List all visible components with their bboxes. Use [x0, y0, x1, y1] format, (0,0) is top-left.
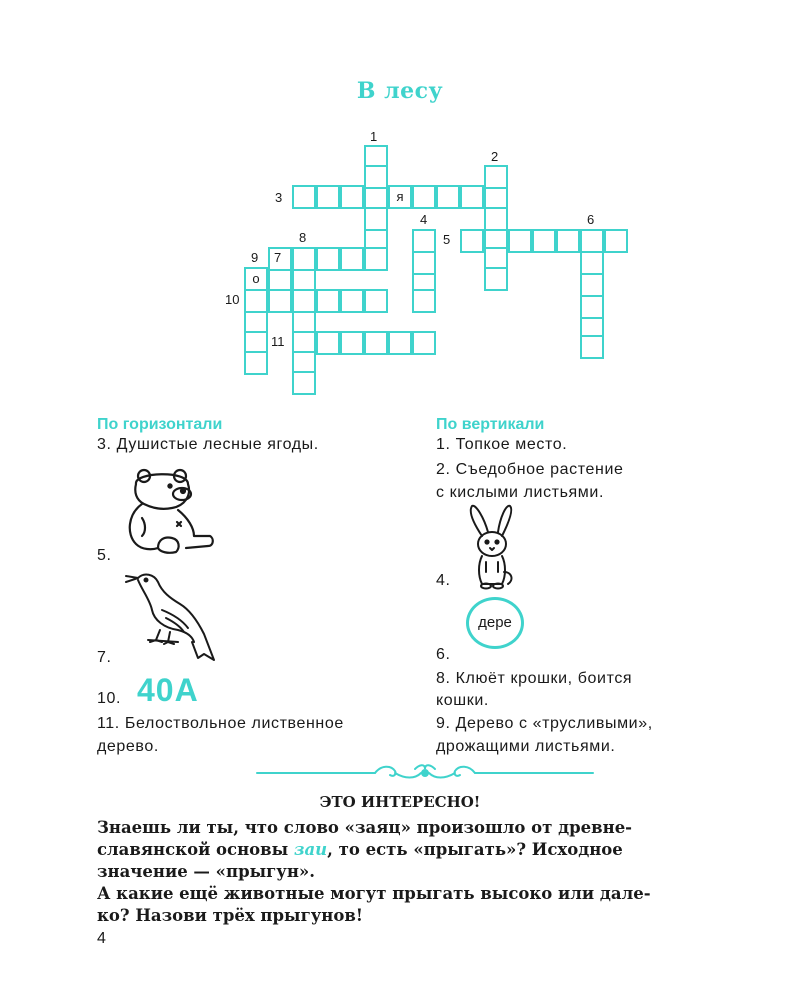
clue-number: 6 — [587, 212, 595, 227]
hare-icon — [464, 502, 524, 590]
crossword-grid — [0, 0, 800, 420]
crossword-cell[interactable] — [340, 289, 364, 313]
clue-number: 4 — [420, 212, 428, 227]
crossword-cell[interactable] — [412, 289, 436, 313]
clue-8-line2: кошки. — [436, 692, 489, 709]
clue-7: 7. — [97, 649, 112, 666]
crossword-cell[interactable] — [580, 295, 604, 319]
clue-number: 1 — [370, 129, 378, 144]
crossword-cell[interactable] — [292, 247, 316, 271]
interesting-line-4: А какие ещё животные могут прыгать высоко или дале- — [97, 884, 651, 903]
page-title: В лесу — [356, 78, 444, 104]
crossword-cell[interactable] — [316, 289, 340, 313]
clue-1: 1. Топкое место. — [436, 436, 568, 453]
crossword-cell[interactable] — [244, 289, 268, 313]
clue-11-line1: 11. Белоствольное лиственное — [97, 715, 344, 732]
crossword-cell[interactable] — [316, 331, 340, 355]
clue-number: 7 — [274, 250, 282, 265]
clue-2-line1: 2. Съедобное растение — [436, 461, 624, 478]
clue-9-line2: дрожащими листьями. — [436, 738, 616, 755]
crossword-cell[interactable] — [292, 289, 316, 313]
crossword-cell[interactable] — [484, 267, 508, 291]
crossword-cell[interactable] — [580, 335, 604, 359]
crossword-cell-given[interactable]: я — [388, 185, 412, 209]
interesting-line-2-pre: славянской основы — [97, 840, 294, 859]
clue-8-line1: 8. Клюёт крошки, боится — [436, 670, 633, 687]
crossword-cell[interactable] — [532, 229, 556, 253]
crossword-cell[interactable] — [436, 185, 460, 209]
clue-number: 11 — [271, 334, 285, 349]
crossword-cell[interactable] — [364, 289, 388, 313]
interesting-line-2 — [97, 839, 757, 861]
crossword-cell[interactable] — [484, 207, 508, 231]
crossword-cell[interactable] — [316, 247, 340, 271]
clue-5: 5. — [97, 547, 112, 564]
crossword-cell[interactable] — [412, 229, 436, 253]
crossword-cell[interactable] — [364, 247, 388, 271]
crossword-cell[interactable] — [340, 331, 364, 355]
crossword-cell-given[interactable]: о — [244, 267, 268, 291]
egg-shape — [466, 597, 524, 649]
clue-11-line2: дерево. — [97, 738, 159, 755]
clue-10-puzzle: 40А — [137, 672, 199, 708]
clue-number: 5 — [443, 232, 451, 247]
clue-3: 3. Душистые лесные ягоды. — [97, 436, 319, 453]
crossword-cell[interactable] — [364, 207, 388, 231]
crossword-cell[interactable] — [316, 185, 340, 209]
crossword-cell[interactable] — [340, 247, 364, 271]
crossword-cell[interactable] — [604, 229, 628, 253]
clue-number: 3 — [275, 190, 283, 205]
crossword-cell[interactable] — [580, 273, 604, 297]
crossword-cell[interactable] — [268, 289, 292, 313]
crossword-cell[interactable] — [244, 351, 268, 375]
crossword-cell[interactable] — [580, 251, 604, 275]
crossword-cell[interactable] — [292, 371, 316, 395]
down-heading: По вертикали — [436, 416, 545, 433]
clue-number: 8 — [299, 230, 307, 245]
clue-4: 4. — [436, 572, 451, 589]
crossword-cell[interactable] — [388, 331, 412, 355]
interesting-heading: ЭТО ИНТЕРЕСНО! — [319, 793, 481, 811]
crossword-cell[interactable] — [484, 165, 508, 189]
crossword-cell[interactable] — [412, 251, 436, 275]
interesting-line-3: значение — «прыгун». — [97, 862, 315, 881]
interesting-line-5: ко? Назови трёх прыгунов! — [97, 906, 364, 925]
clue-number: 9 — [251, 250, 259, 265]
crossword-cell[interactable] — [340, 185, 364, 209]
crossword-cell[interactable] — [460, 229, 484, 253]
clue-9-line1: 9. Дерево с «трусливыми», — [436, 715, 653, 732]
interesting-line-1: Знаешь ли ты, что слово «заяц» произошло от древне- — [97, 818, 633, 837]
interesting-line-2-post: , то есть «прыгать»? Исходное — [327, 840, 623, 859]
clue-10-number: 10. — [97, 690, 122, 707]
root-word: заи — [293, 840, 328, 859]
crossword-cell[interactable] — [580, 229, 604, 253]
crossword-cell[interactable] — [364, 331, 388, 355]
crossword-cell[interactable] — [412, 331, 436, 355]
egg-text: дере — [478, 614, 512, 631]
crossword-cell[interactable] — [292, 185, 316, 209]
crossword-cell[interactable] — [412, 185, 436, 209]
crossword-cell[interactable] — [460, 185, 484, 209]
crossword-cell[interactable] — [556, 229, 580, 253]
page-number: 4 — [97, 930, 106, 947]
clue-number: 2 — [491, 149, 499, 164]
crossword-cell[interactable] — [508, 229, 532, 253]
crow-icon — [122, 570, 218, 662]
bear-icon — [122, 462, 218, 558]
crossword-cell[interactable] — [364, 165, 388, 189]
ornament-divider — [255, 763, 595, 783]
across-heading: По горизонтали — [97, 416, 223, 433]
clue-6: 6. — [436, 646, 451, 663]
clue-number: 10 — [225, 292, 240, 307]
clue-2-line2: с кислыми листьями. — [436, 484, 604, 501]
